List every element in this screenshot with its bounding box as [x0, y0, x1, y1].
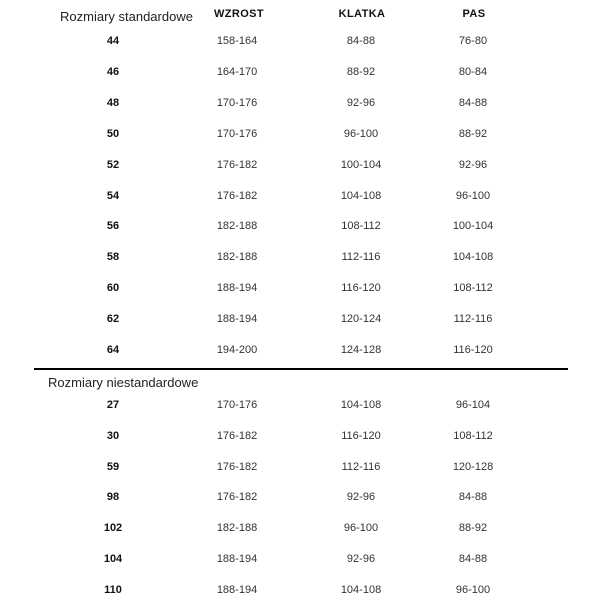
waist-cell: 84-88	[458, 96, 488, 109]
height-cell: 188-194	[216, 583, 258, 596]
chest-cell: 104-108	[340, 399, 382, 411]
waist-cell: 108-112	[453, 429, 493, 442]
chest-cell: 96-100	[343, 522, 379, 535]
waist-cell: 108-112	[453, 282, 493, 295]
header-height: WZROST	[213, 8, 265, 20]
size-cell: 60	[106, 282, 120, 295]
height-cell: 188-194	[216, 282, 258, 295]
height-cell: 182-188	[216, 522, 258, 535]
waist-cell: 96-100	[455, 583, 491, 596]
size-cell: 48	[106, 96, 120, 109]
size-cell: 56	[106, 220, 120, 233]
chest-cell: 104-108	[340, 189, 382, 202]
size-cell: 58	[106, 251, 120, 264]
height-cell: 188-194	[216, 553, 258, 565]
height-cell: 176-182	[216, 189, 258, 202]
size-cell: 104	[103, 553, 123, 565]
size-cell: 59	[106, 460, 120, 473]
height-cell: 194-200	[216, 344, 258, 356]
size-cell: 110	[104, 583, 122, 596]
chest-cell: 100-104	[340, 158, 382, 171]
height-cell: 176-182	[216, 429, 258, 442]
chest-cell: 120-124	[340, 313, 382, 326]
waist-cell: 96-104	[455, 399, 491, 411]
height-cell: 176-182	[216, 158, 258, 171]
waist-cell: 112-116	[453, 313, 493, 326]
waist-cell: 88-92	[458, 522, 488, 535]
chest-cell: 108-112	[341, 220, 381, 233]
header-waist: PAS	[462, 8, 486, 20]
size-cell: 54	[106, 189, 120, 202]
height-cell: 182-188	[216, 220, 258, 233]
height-cell: 176-182	[216, 460, 258, 473]
waist-cell: 120-128	[452, 460, 494, 473]
chest-cell: 92-96	[346, 96, 376, 109]
waist-cell: 96-100	[455, 189, 491, 202]
waist-cell: 88-92	[458, 127, 488, 140]
waist-cell: 116-120	[453, 344, 493, 356]
waist-cell: 84-88	[458, 553, 488, 565]
standard-sizes-title: Rozmiary standardowe	[60, 9, 193, 24]
chest-cell: 124-128	[340, 344, 382, 356]
size-cell: 46	[106, 65, 120, 78]
waist-cell: 80-84	[458, 65, 488, 78]
height-cell: 176-182	[216, 491, 258, 504]
chest-cell: 84-88	[346, 35, 376, 47]
section-divider	[34, 368, 568, 370]
height-cell: 158-164	[216, 35, 258, 47]
chest-cell: 112-116	[341, 251, 381, 264]
size-cell: 50	[106, 127, 120, 140]
waist-cell: 84-88	[458, 491, 488, 504]
chest-cell: 92-96	[346, 553, 376, 565]
chest-cell: 112-116	[341, 460, 381, 473]
header-chest: KLATKA	[338, 8, 386, 20]
size-cell: 98	[106, 491, 120, 504]
size-cell: 44	[106, 35, 120, 47]
height-cell: 170-176	[216, 399, 258, 411]
size-cell: 102	[103, 522, 123, 535]
waist-cell: 104-108	[452, 251, 494, 264]
chest-cell: 116-120	[341, 429, 381, 442]
waist-cell: 92-96	[458, 158, 488, 171]
size-cell: 52	[106, 158, 120, 171]
chest-cell: 104-108	[340, 583, 382, 596]
height-cell: 170-176	[216, 96, 258, 109]
waist-cell: 76-80	[458, 35, 488, 47]
height-cell: 182-188	[216, 251, 258, 264]
chest-cell: 88-92	[346, 65, 376, 78]
size-cell: 27	[106, 399, 120, 411]
height-cell: 170-176	[216, 127, 258, 140]
chest-cell: 92-96	[346, 491, 376, 504]
waist-cell: 100-104	[452, 220, 494, 233]
size-cell: 64	[106, 344, 120, 356]
chest-cell: 96-100	[343, 127, 379, 140]
height-cell: 164-170	[216, 65, 258, 78]
nonstandard-sizes-title: Rozmiary niestandardowe	[48, 375, 199, 390]
size-cell: 30	[106, 429, 120, 442]
height-cell: 188-194	[216, 313, 258, 326]
chest-cell: 116-120	[341, 282, 381, 295]
size-cell: 62	[106, 313, 120, 326]
